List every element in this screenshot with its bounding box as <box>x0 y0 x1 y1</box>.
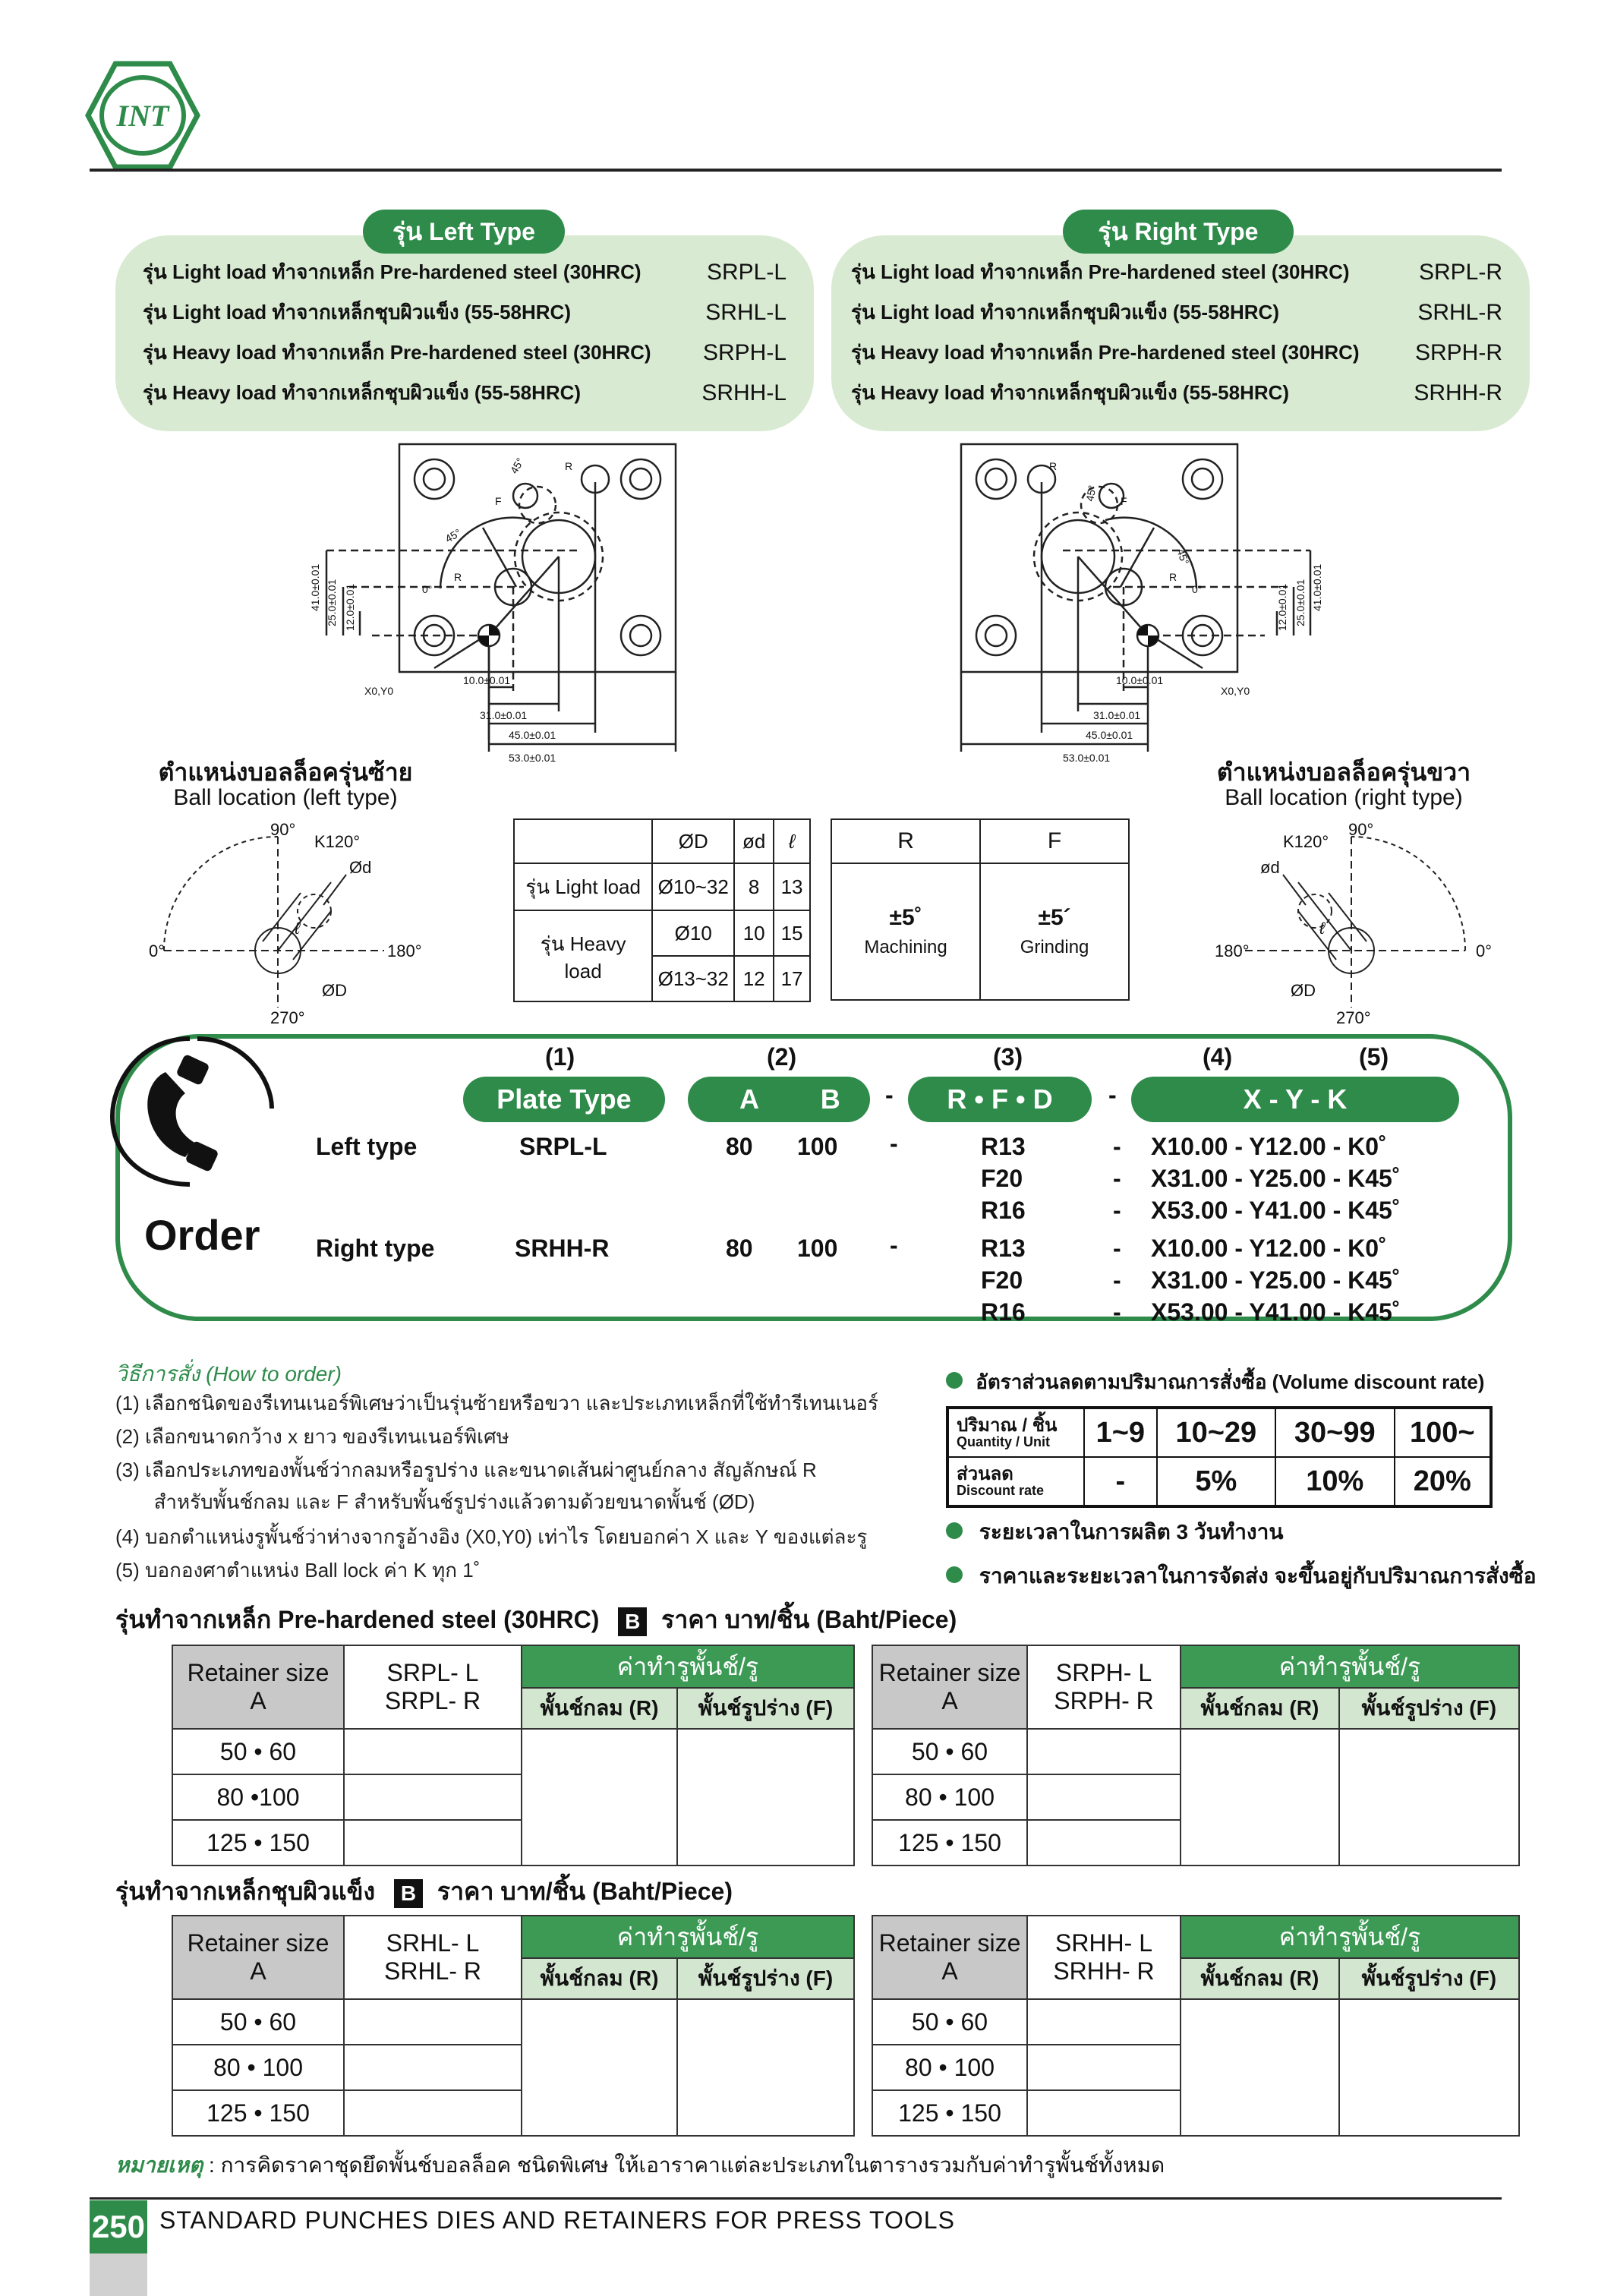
left-type-desc: รุ่น Light load ทำจากเหล็กชุบผิวแข็ง (55-58HRC) <box>143 301 571 323</box>
size-cell: 80 • 100 <box>872 1774 1027 1820</box>
order-b-value: 100 <box>797 1133 838 1160</box>
cell: 13 <box>774 863 810 910</box>
note-label: หมายเหตุ <box>115 2153 203 2177</box>
left-type-panel <box>115 235 814 431</box>
price-cell <box>1027 2090 1181 2136</box>
cell: 17 <box>774 956 810 1001</box>
dim-label: 41.0±0.01 <box>309 563 321 611</box>
size-cell: 50 • 60 <box>872 1999 1027 2045</box>
origin-label: X0,Y0 <box>1221 685 1250 697</box>
size-cell: 125 • 150 <box>872 2090 1027 2136</box>
size-head-cell <box>872 1916 1027 1999</box>
dim-label: 12.0±0.01 <box>344 583 356 631</box>
left-type-desc: รุ่น Heavy load ทำจากเหล็กชุบผิวแข็ง (55-58HRC) <box>143 381 582 404</box>
qty-cell: 10~29 <box>1157 1408 1275 1457</box>
oD-label: ØD <box>1291 981 1316 1000</box>
code-2: SRHL- R <box>383 1957 481 1985</box>
size-cell: 125 • 150 <box>172 1820 344 1866</box>
cell: 10 <box>734 910 774 956</box>
left-type-row <box>143 292 787 333</box>
col-header: ℓ <box>774 819 810 863</box>
size-cell: 125 • 150 <box>872 1820 1027 1866</box>
pre-left-price-table <box>172 1645 855 1866</box>
hard-left-price-table <box>172 1915 855 2137</box>
xyk-pill: X - Y - K <box>1131 1077 1459 1122</box>
order-a-value: 80 <box>726 1133 753 1160</box>
order-rfd: R16 <box>981 1197 1026 1224</box>
right-type-desc: รุ่น Heavy load ทำจากเหล็ก Pre-hardened steel (30HRC) <box>851 341 1360 364</box>
left-type-row <box>143 333 787 373</box>
right-type-code: SRHH-R <box>1414 380 1502 405</box>
rate-cell: 5% <box>1157 1457 1275 1506</box>
oD-label: ØD <box>322 981 347 1000</box>
order-left-label: Left type <box>316 1133 418 1160</box>
left-type-code: SRHL-L <box>705 299 787 325</box>
disc-label: ส่วนลด <box>957 1464 1013 1484</box>
angle-label: 45° <box>443 526 463 545</box>
order-a-value: 80 <box>726 1235 753 1262</box>
order-title: Order <box>144 1211 260 1259</box>
punch-cost-head: ค่าทำรูพั้นช์/รู <box>1181 1916 1519 1958</box>
ball-left-subtitle: Ball location (left type) <box>173 785 398 810</box>
cell: 12 <box>734 956 774 1001</box>
size-head: Retainer size <box>878 1929 1021 1957</box>
size-cell: 50 • 60 <box>172 1999 344 2045</box>
order-rfd: F20 <box>981 1165 1023 1192</box>
r-tolerance: ±5˚ <box>889 905 922 930</box>
r-tolerance-cell <box>831 863 980 1000</box>
size-head: Retainer size <box>878 1659 1021 1686</box>
right-type-code: SRPH-R <box>1414 339 1502 365</box>
qty-label-cell <box>947 1408 1084 1457</box>
discount-table <box>946 1406 1493 1508</box>
ball-left-diagram <box>149 822 437 1027</box>
bullet-icon <box>946 1522 963 1539</box>
left-type-desc: รุ่น Heavy load ทำจากเหล็ก Pre-hardened steel (30HRC) <box>143 341 651 364</box>
price-cell <box>522 1999 677 2136</box>
k120-label: K120° <box>1283 832 1329 851</box>
row-label: รุ่น Heavy load <box>514 910 652 1001</box>
pre-right-price-table <box>872 1645 1520 1866</box>
dim-label: 31.0±0.01 <box>480 709 528 721</box>
code-cell <box>1027 1916 1181 1999</box>
dim-label: 10.0±0.01 <box>463 674 511 686</box>
right-type-row <box>851 373 1502 413</box>
order-num: (1) <box>545 1043 575 1071</box>
dim-label: 25.0±0.01 <box>1294 579 1307 626</box>
order-rfd: F20 <box>981 1266 1023 1294</box>
size-head: Retainer size <box>187 1659 329 1686</box>
code-2: SRHH- R <box>1053 1957 1155 1985</box>
price-cell <box>1027 1820 1181 1866</box>
price-cell <box>1181 1999 1339 2136</box>
page-number: 250 <box>90 2200 147 2253</box>
f-tolerance: ±5´ <box>1038 905 1071 930</box>
size-cell: 80 • 100 <box>172 2045 344 2090</box>
pre-hardened-title <box>115 1601 957 1639</box>
order-num: (4) <box>1203 1043 1233 1071</box>
f-method: Grinding <box>1020 937 1089 957</box>
od-label: Ød <box>349 858 372 877</box>
k120-label: K120° <box>314 832 361 851</box>
size-cell: 50 • 60 <box>172 1729 344 1774</box>
dim-label: 53.0±0.01 <box>1063 752 1111 764</box>
l-label: ℓ <box>1319 919 1326 938</box>
round-punch-head: พั้นช์กลม (R) <box>522 1688 677 1729</box>
price-badge: B <box>394 1879 423 1908</box>
right-plate-drawing <box>934 437 1359 778</box>
ball-left-title: ตำแหน่งบอลล็อครุ่นซ้าย <box>158 758 413 786</box>
angle-270-label: 270° <box>1336 1008 1371 1027</box>
code-2: SRPL- R <box>384 1687 481 1714</box>
col-header: ØD <box>652 819 734 863</box>
r-label: R <box>1049 460 1058 472</box>
pill-dash: - <box>1108 1081 1117 1109</box>
right-type-panel <box>831 235 1530 431</box>
plate-type-pill: Plate Type <box>463 1077 665 1122</box>
order-rfd: R16 <box>981 1298 1026 1326</box>
order-dash: - <box>1113 1133 1121 1160</box>
code-cell <box>344 1645 522 1729</box>
size-cell: 50 • 60 <box>872 1729 1027 1774</box>
cell: Ø10~32 <box>652 863 734 910</box>
price-cell <box>344 2045 522 2090</box>
shaped-punch-head: พั้นช์รูปร่าง (F) <box>1339 1958 1519 1999</box>
order-dash: - <box>1113 1298 1121 1326</box>
footnote <box>115 2149 1165 2182</box>
price-cell <box>1339 1999 1519 2136</box>
header-rule <box>90 169 1502 172</box>
size-cell: 125 • 150 <box>172 2090 344 2136</box>
punch-cost-head: ค่าทำรูพั้นช์/รู <box>522 1645 854 1688</box>
r-label: R <box>454 571 462 583</box>
qty-label: ปริมาณ / ชิ้น <box>957 1415 1058 1436</box>
col-header: R <box>831 819 980 863</box>
price-cell <box>1339 1729 1519 1866</box>
note-text: : การคิดราคาชุดยึดพั้นช์บอลล็อค ชนิดพิเศษ ให้เอาราคาแต่ละประเภทในตารางรวมกับค่าทำรูพั้นช์ทั้งหมด <box>203 2153 1165 2177</box>
round-punch-head: พั้นช์กลม (R) <box>522 1958 677 1999</box>
qty-cell: 100~ <box>1395 1408 1492 1457</box>
dim-label: 10.0±0.01 <box>1116 674 1164 686</box>
angle-label: 45° <box>1174 547 1192 566</box>
od-label: ød <box>1260 858 1280 877</box>
pre-title-a: รุ่นทำจากเหล็ก Pre-hardened steel (30HRC) <box>115 1606 600 1633</box>
price-cell <box>344 2090 522 2136</box>
logo-text: INT <box>116 99 169 133</box>
order-xyk: X10.00 - Y12.00 - K0˚ <box>1151 1133 1387 1160</box>
order-b-value: 100 <box>797 1235 838 1262</box>
lead-time <box>946 1515 1283 1549</box>
order-rfd: R13 <box>981 1133 1026 1160</box>
order-dash: - <box>1113 1197 1121 1224</box>
table-corner <box>514 819 652 863</box>
order-xyk: X53.00 - Y41.00 - K45˚ <box>1151 1298 1401 1326</box>
hardened-title <box>115 1872 733 1911</box>
right-type-desc: รุ่น Light load ทำจากเหล็ก Pre-hardened steel (30HRC) <box>851 260 1350 283</box>
order-right-label: Right type <box>316 1235 435 1262</box>
code-cell <box>1027 1645 1181 1729</box>
order-num: (2) <box>767 1043 797 1071</box>
size-cell: 80 • 100 <box>872 2045 1027 2090</box>
angle-90-label: 90° <box>270 822 296 839</box>
right-type-row <box>851 252 1502 292</box>
dim-label: 31.0±0.01 <box>1093 709 1141 721</box>
right-type-pill: รุ่น Right Type <box>1063 210 1294 254</box>
price-cell <box>1181 1729 1339 1866</box>
r-method: Machining <box>864 937 947 957</box>
angle-180-label: 180° <box>1215 941 1250 960</box>
howto-item: (3) เลือกประเภทของพั้นช์ว่ากลมหรือรูปร่าง และขนาดเส้นผ่าศูนย์กลาง สัญลักษณ์ R <box>115 1459 817 1481</box>
b-label: B <box>820 1083 840 1115</box>
angle-label: 0° <box>422 583 433 595</box>
price-cell <box>344 1729 522 1774</box>
punch-cost-head: ค่าทำรูพั้นช์/รู <box>522 1916 854 1958</box>
right-type-code: SRPL-R <box>1418 259 1502 285</box>
lead-time-text: ระยะเวลาในการผลิต 3 วันทำงาน <box>979 1520 1284 1544</box>
howto-item: (5) บอกองศาตำแหน่ง Ball lock ค่า K ทุก 1˚ <box>115 1559 481 1582</box>
angle-label: 0° <box>1192 583 1203 595</box>
a-label: A <box>739 1083 758 1115</box>
price-cell <box>522 1729 677 1866</box>
right-type-row <box>851 333 1502 373</box>
price-cell <box>677 1729 854 1866</box>
discount-heading <box>946 1367 1484 1398</box>
ball-right-diagram <box>1215 822 1503 1027</box>
size-sub: A <box>941 1687 958 1714</box>
order-num: (3) <box>993 1043 1023 1071</box>
shaped-punch-head: พั้นช์รูปร่าง (F) <box>677 1958 854 1999</box>
howto-item: สำหรับพั้นช์กลม และ F สำหรับพั้นช์รูปร่างแล้วตามด้วยขนาดพั้นช์ (ØD) <box>115 1490 755 1513</box>
order-right-code: SRHH-R <box>515 1235 610 1262</box>
code-2: SRPH- R <box>1054 1687 1154 1714</box>
qty-cell: 1~9 <box>1084 1408 1157 1457</box>
price-note <box>946 1560 1537 1593</box>
order-left-code: SRPL-L <box>519 1133 607 1160</box>
left-type-code: SRPL-L <box>706 259 787 285</box>
dimension-table <box>513 818 811 1002</box>
order-dash: - <box>1113 1235 1121 1262</box>
price-cell <box>1027 2045 1181 2090</box>
ball-right-title: ตำแหน่งบอลล็อครุ่นขวา <box>1216 758 1471 786</box>
price-badge: B <box>618 1607 647 1636</box>
price-note-text: ราคาและระยะเวลาในการจัดส่ง จะขึ้นอยู่กับปริมาณการสั่งซื้อ <box>979 1564 1537 1588</box>
origin-label: X0,Y0 <box>364 685 394 697</box>
size-head-cell <box>172 1645 344 1729</box>
angle-180-label: 180° <box>387 941 422 960</box>
order-rfd: R13 <box>981 1235 1026 1262</box>
row-label: รุ่น Light load <box>514 863 652 910</box>
footer-title: STANDARD PUNCHES DIES AND RETAINERS FOR PRESS TOOLS <box>159 2206 955 2234</box>
r-label: R <box>1169 571 1177 583</box>
footer-rule <box>90 2197 1502 2200</box>
angle-label: 45° <box>507 456 527 476</box>
cell: 15 <box>774 910 810 956</box>
pill-dash: - <box>885 1081 894 1109</box>
angle-270-label: 270° <box>270 1008 305 1027</box>
qty-cell: 30~99 <box>1275 1408 1394 1457</box>
order-xyk: X31.00 - Y25.00 - K45˚ <box>1151 1266 1401 1294</box>
f-label: F <box>495 495 502 507</box>
angle-90-label: 90° <box>1348 822 1374 839</box>
howto-item: (2) เลือกขนาดกว้าง x ยาว ของรีเทนเนอร์พิเศษ <box>115 1425 509 1448</box>
right-type-desc: รุ่น Light load ทำจากเหล็กชุบผิวแข็ง (55-58HRC) <box>851 301 1279 323</box>
howto-title: วิธีการสั่ง (How to order) <box>115 1362 342 1386</box>
angle-label: 45° <box>1083 484 1099 503</box>
size-head: Retainer size <box>187 1929 329 1957</box>
r-label: R <box>565 460 573 472</box>
dim-label: 45.0±0.01 <box>1086 729 1133 741</box>
col-header: F <box>980 819 1129 863</box>
angle-0-label: 0° <box>1476 941 1493 960</box>
order-xyk: X31.00 - Y25.00 - K45˚ <box>1151 1165 1401 1192</box>
pre-title-b: ราคา บาท/ชิ้น (Baht/Piece) <box>661 1606 957 1633</box>
left-type-code: SRPH-L <box>702 339 787 365</box>
hard-right-price-table <box>872 1915 1520 2137</box>
size-sub: A <box>250 1687 266 1714</box>
howto-item: (4) บอกตำแหน่งรูพั้นช์ว่าห่างจากรูอ้างอิง (X0,Y0) เท่าไร โดยบอกค่า X และ Y ของแต่ละรู <box>115 1525 868 1548</box>
cell: Ø13~32 <box>652 956 734 1001</box>
bullet-icon <box>946 1372 963 1389</box>
order-dash: - <box>890 1232 898 1259</box>
f-tolerance-cell <box>980 863 1129 1000</box>
order-num: (5) <box>1359 1043 1389 1071</box>
price-cell <box>344 1820 522 1866</box>
price-cell <box>1027 1729 1181 1774</box>
order-dash: - <box>1113 1266 1121 1294</box>
hard-title-a: รุ่นทำจากเหล็กชุบผิวแข็ง <box>115 1878 376 1905</box>
left-type-pill: รุ่น Left Type <box>363 210 565 254</box>
ab-pill <box>688 1077 870 1122</box>
price-cell <box>344 1999 522 2045</box>
size-cell: 80 •100 <box>172 1774 344 1820</box>
dim-label: 45.0±0.01 <box>509 729 556 741</box>
col-header: ød <box>734 819 774 863</box>
punch-cost-head: ค่าทำรูพั้นช์/รู <box>1181 1645 1519 1688</box>
price-cell <box>677 1999 854 2136</box>
disc-sublabel: Discount rate <box>957 1483 1045 1498</box>
code-1: SRPH- L <box>1055 1659 1152 1686</box>
cell: Ø10 <box>652 910 734 956</box>
right-type-code: SRHL-R <box>1417 299 1502 325</box>
cell: 8 <box>734 863 774 910</box>
discount-title: อัตราส่วนลดตามปริมาณการสั่งซื้อ (Volume discount rate) <box>976 1370 1485 1393</box>
code-1: SRHH- L <box>1054 1929 1152 1957</box>
left-type-row <box>143 373 787 413</box>
qty-sublabel: Quantity / Unit <box>957 1434 1050 1449</box>
left-type-code: SRHH-L <box>701 380 787 405</box>
order-xyk: X10.00 - Y12.00 - K0˚ <box>1151 1235 1387 1262</box>
left-type-desc: รุ่น Light load ทำจากเหล็ก Pre-hardened steel (30HRC) <box>143 260 642 283</box>
round-punch-head: พั้นช์กลม (R) <box>1181 1688 1339 1729</box>
order-dash: - <box>1113 1165 1121 1192</box>
left-plate-drawing <box>258 437 683 778</box>
hard-title-b: ราคา บาท/ชิ้น (Baht/Piece) <box>437 1878 733 1905</box>
dim-label: 53.0±0.01 <box>509 752 556 764</box>
size-head-cell <box>172 1916 344 1999</box>
phone-icon <box>106 1033 281 1192</box>
f-label: F <box>1121 495 1127 507</box>
code-1: SRHL- L <box>386 1929 480 1957</box>
right-type-row <box>851 292 1502 333</box>
shaped-punch-head: พั้นช์รูปร่าง (F) <box>1339 1688 1519 1729</box>
dim-label: 25.0±0.01 <box>326 579 338 626</box>
size-sub: A <box>250 1957 266 1985</box>
price-cell <box>1027 1774 1181 1820</box>
code-cell <box>344 1916 522 1999</box>
rate-cell: 10% <box>1275 1457 1394 1506</box>
l-label: ℓ <box>295 919 301 938</box>
page-tab <box>90 2253 147 2296</box>
dim-label: 12.0±0.01 <box>1276 583 1288 631</box>
right-type-desc: รุ่น Heavy load ทำจากเหล็กชุบผิวแข็ง (55-58HRC) <box>851 381 1290 404</box>
howto-item: (1) เลือกชนิดของรีเทนเนอร์พิเศษว่าเป็นรุ่นซ้ายหรือขวา และประเภทเหล็กที่ใช้ทำรีเทนเนอร์ <box>115 1392 878 1414</box>
ball-right-subtitle: Ball location (right type) <box>1225 785 1463 810</box>
left-type-row <box>143 252 787 292</box>
rfd-pill: R • F • D <box>908 1077 1092 1122</box>
price-cell <box>1027 1999 1181 2045</box>
disc-label-cell <box>947 1457 1084 1506</box>
size-head-cell <box>872 1645 1027 1729</box>
code-1: SRPL- L <box>386 1659 479 1686</box>
tolerance-table <box>831 818 1130 1001</box>
int-logo <box>85 61 200 170</box>
rate-cell: 20% <box>1395 1457 1492 1506</box>
shaped-punch-head: พั้นช์รูปร่าง (F) <box>677 1688 854 1729</box>
size-sub: A <box>941 1957 958 1985</box>
order-dash: - <box>890 1130 898 1157</box>
rate-cell: - <box>1084 1457 1157 1506</box>
bullet-icon <box>946 1566 963 1583</box>
order-xyk: X53.00 - Y41.00 - K45˚ <box>1151 1197 1401 1224</box>
round-punch-head: พั้นช์กลม (R) <box>1181 1958 1339 1999</box>
angle-0-label: 0° <box>149 941 165 960</box>
dim-label: 41.0±0.01 <box>1311 563 1323 611</box>
price-cell <box>344 1774 522 1820</box>
